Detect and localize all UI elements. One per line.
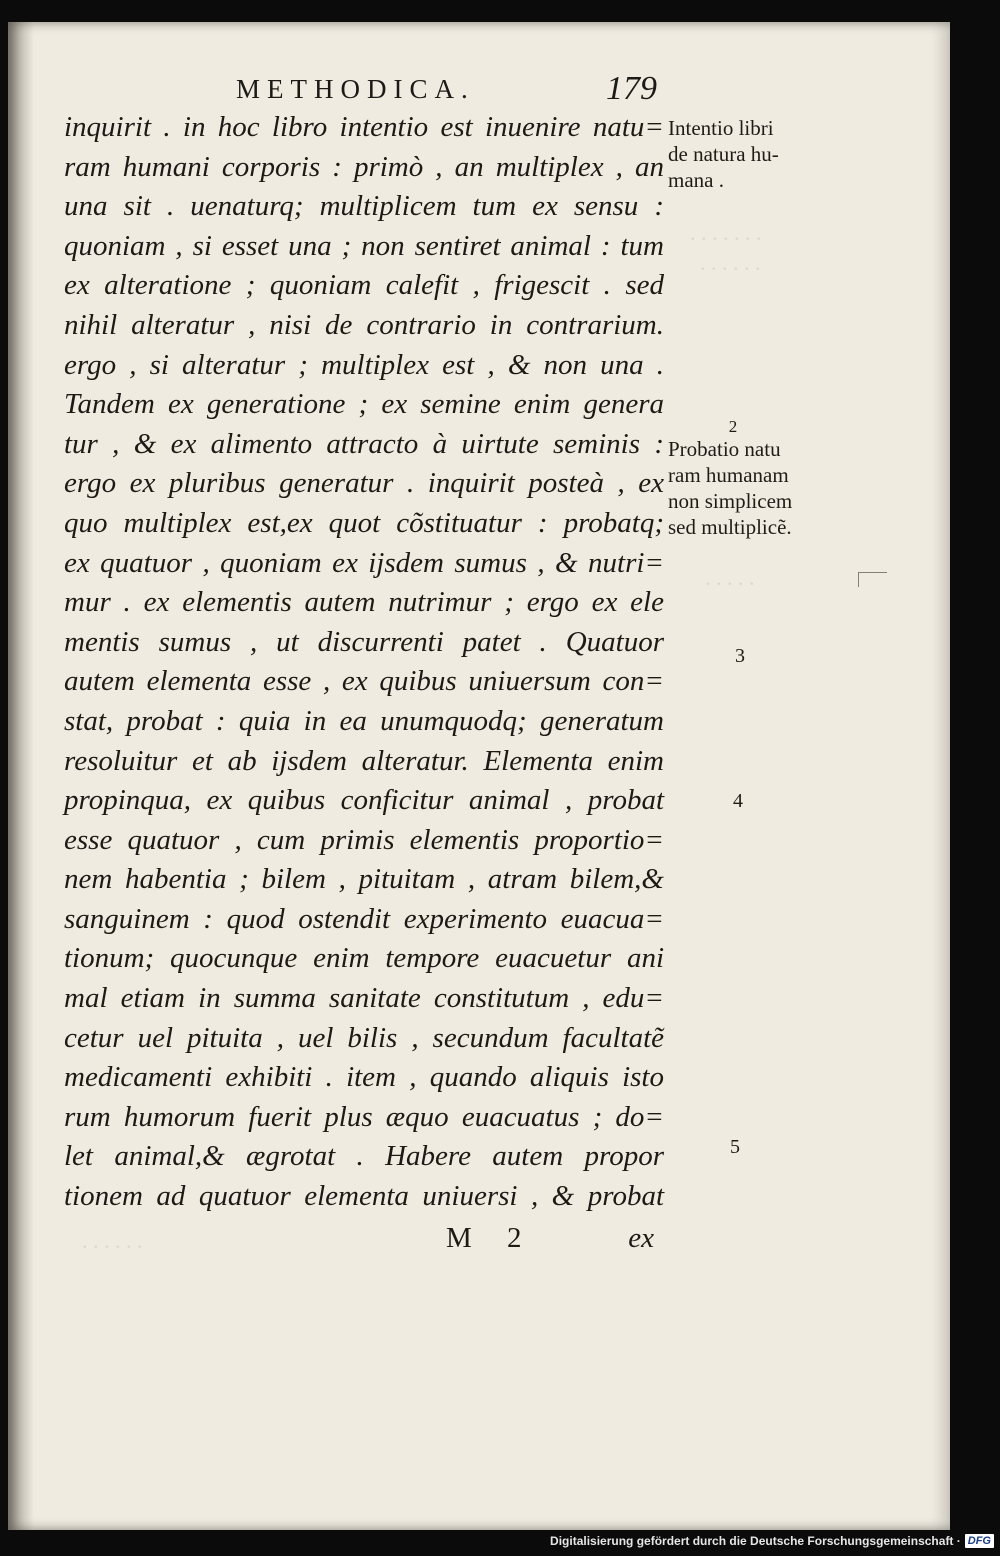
credit-text: Digitalisierung gefördert durch die Deutsche Forschungsgemeinschaft · bbox=[550, 1534, 961, 1548]
running-head: METHODICA. bbox=[236, 74, 475, 104]
marginal-gloss-intentio bbox=[668, 115, 838, 193]
show-through-text: . . . . . . . bbox=[690, 220, 762, 245]
text-line: ram humani corporis : primò , an multiplex , an bbox=[64, 150, 664, 183]
show-through-text: . . . . . bbox=[705, 565, 755, 590]
text-line: rum humorum fuerit plus æquo euacuatus ; do= bbox=[64, 1100, 664, 1133]
text-line: mentis sumus , ut discurrenti patet . Quatuor bbox=[64, 625, 664, 658]
text-line: una sit . uenaturq; multiplicem tum ex sensu : bbox=[64, 190, 664, 223]
digitization-credit bbox=[550, 1532, 994, 1550]
gloss-line: sed multiplicẽ. bbox=[668, 515, 792, 539]
text-line: stat, probat : quia in ea unumquodq; generatum bbox=[64, 704, 664, 737]
signature-mark: M 2 bbox=[446, 1222, 536, 1254]
show-through-text: . . . . . . bbox=[700, 250, 761, 275]
margin-number: 5 bbox=[730, 1136, 740, 1158]
gutter-shadow bbox=[8, 22, 34, 1530]
text-line: tur , & ex alimento attracto à uirtute seminis : bbox=[64, 427, 664, 460]
gloss-line: Intentio libri bbox=[668, 116, 774, 140]
text-line: ergo , si alteratur ; multiplex est , & non una . bbox=[64, 348, 664, 381]
text-line: mal etiam in summa sanitate constitutum , edu= bbox=[64, 982, 664, 1015]
text-line: nem habentia ; bilem , pituitam , atram bilem,& bbox=[64, 863, 664, 896]
text-line: quoniam , si esset una ; non sentiret animal : tum bbox=[64, 229, 664, 262]
text-line: quo multiplex est,ex quot cõstituatur : probatq; bbox=[64, 506, 664, 539]
text-line: ergo ex pluribus generatur . inquirit posteà , ex bbox=[64, 467, 664, 500]
margin-number: 3 bbox=[735, 645, 745, 667]
text-line: ex quatuor , quoniam ex ijsdem sumus , & nutri= bbox=[64, 546, 664, 579]
gloss-line: mana . bbox=[668, 168, 724, 192]
text-line: tionum; quocunque enim tempore euacuetur ani bbox=[64, 942, 664, 975]
text-line: sanguinem : quod ostendit experimento euacua= bbox=[64, 902, 664, 935]
gloss-line: ram humanam bbox=[668, 463, 789, 487]
page-number: 179 bbox=[606, 70, 657, 107]
pencil-mark bbox=[858, 572, 887, 587]
text-line: ex alteratione ; quoniam calefit , frigescit . sed bbox=[64, 269, 664, 302]
text-line: medicamenti exhibiti . item , quando aliquis isto bbox=[64, 1061, 664, 1094]
text-line: Tandem ex generatione ; ex semine enim genera bbox=[64, 388, 664, 421]
show-through-text: . . . . . . bbox=[82, 1228, 143, 1253]
text-line: let animal,& ægrotat . Habere autem propor bbox=[64, 1140, 664, 1173]
text-line: resoluitur et ab ijsdem alteratur. Elementa enim bbox=[64, 744, 664, 777]
text-line: esse quatuor , cum primis elementis proportio= bbox=[64, 823, 664, 856]
text-line: propinqua, ex quibus conficitur animal , probat bbox=[64, 784, 664, 817]
gloss-line: non simplicem bbox=[668, 489, 793, 513]
main-text-block bbox=[64, 108, 664, 1217]
text-line: cetur uel pituita , uel bilis , secundum facultatẽ bbox=[64, 1021, 664, 1054]
text-line: mur . ex elementis autem nutrimur ; ergo ex ele bbox=[64, 586, 664, 619]
gloss-line: Probatio natu bbox=[668, 437, 781, 461]
gloss-line: de natura hu- bbox=[668, 142, 779, 166]
text-line: nihil alteratur , nisi de contrario in contrarium. bbox=[64, 308, 664, 341]
signature-line bbox=[64, 1222, 664, 1258]
text-line: tionem ad quatuor elementa uniuersi , & probat bbox=[64, 1180, 664, 1213]
marginal-gloss-probatio bbox=[668, 418, 838, 540]
gloss-number: 2 bbox=[728, 417, 738, 436]
text-line: inquirit . in hoc libro intentio est inuenire natu= bbox=[64, 111, 664, 143]
text-line: autem elementa esse , ex quibus uniuersum con= bbox=[64, 665, 664, 698]
catchword: ex bbox=[628, 1222, 654, 1254]
margin-number: 4 bbox=[733, 790, 743, 812]
dfg-logo: DFG bbox=[965, 1534, 994, 1548]
